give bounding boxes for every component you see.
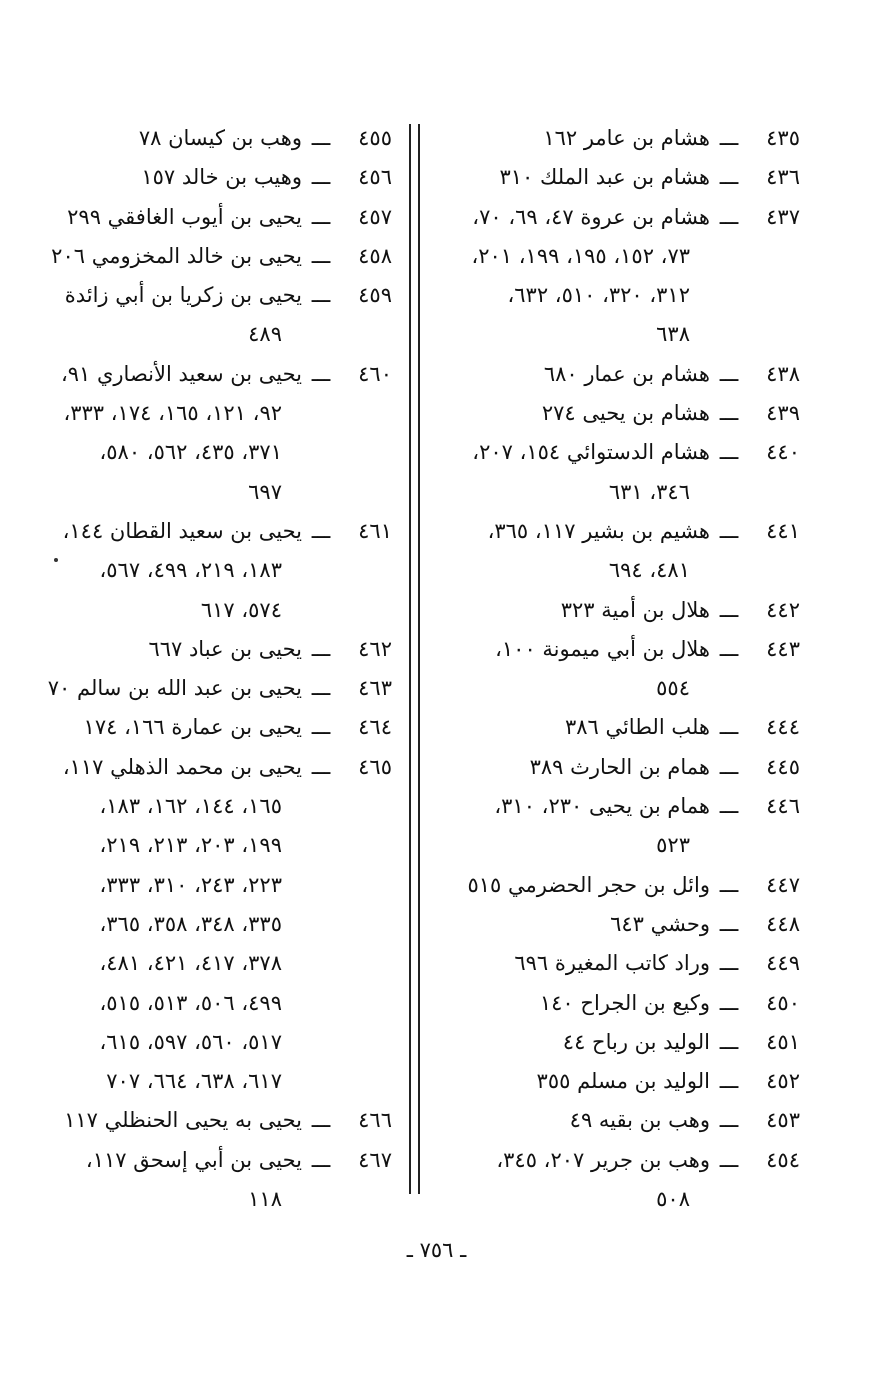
entry-continuation-line xyxy=(440,237,800,276)
entry-continuation-line xyxy=(440,276,800,315)
entry-text: ٥٥٤ xyxy=(656,676,690,701)
entry-number: ٤٦٥ xyxy=(358,754,392,779)
entry-text: هلب الطائي ٣٨٦ xyxy=(564,715,710,740)
index-entry xyxy=(440,355,800,394)
entry-line xyxy=(440,119,800,158)
entry-number: ٤٥٩ xyxy=(358,283,392,308)
entry-number: ٤٤١ xyxy=(766,518,800,543)
entry-text: هلال بن أمية ٣٢٣ xyxy=(560,597,710,622)
entry-line xyxy=(440,630,800,669)
print-speck xyxy=(54,558,58,562)
entry-text: ٥٧٤، ٦١٧ xyxy=(200,597,282,622)
entry-line xyxy=(30,1141,392,1180)
index-entry xyxy=(440,1141,800,1220)
entry-text: وائل بن حجر الحضرمي ٥١٥ xyxy=(467,872,710,897)
index-entry xyxy=(30,237,392,276)
entry-line xyxy=(440,1141,800,1180)
entry-dash: ـــ xyxy=(719,951,739,976)
entry-text: الوليد بن رباح ٤٤ xyxy=(562,1029,710,1054)
entry-dash: ـــ xyxy=(719,518,739,543)
index-entry xyxy=(440,394,800,433)
index-entry xyxy=(440,1023,800,1062)
index-entry xyxy=(30,1141,392,1220)
entry-dash: ـــ xyxy=(311,165,331,190)
entry-number: ٤٣٦ xyxy=(766,165,800,190)
entry-continuation-line xyxy=(30,1062,392,1101)
entry-text: ١٩٩، ٢٠٣، ٢١٣، ٢١٩، xyxy=(99,833,282,858)
entry-line xyxy=(30,198,392,237)
entry-line xyxy=(440,394,800,433)
entry-dash: ـــ xyxy=(719,401,739,426)
entry-text: وحشي ٦٤٣ xyxy=(610,911,710,936)
entry-line xyxy=(440,433,800,472)
entry-text: ٣٧١، ٤٣٥، ٥٦٢، ٥٨٠، xyxy=(99,440,282,465)
entry-text: ٣٣٥، ٣٤٨، ٣٥٨، ٣٦٥، xyxy=(99,911,282,936)
entry-text: يحيى بن زكريا بن أبي زائدة xyxy=(64,283,302,308)
entry-number: ٤٤٤ xyxy=(766,715,800,740)
index-entry xyxy=(440,787,800,866)
entry-number: ٤٦٢ xyxy=(358,636,392,661)
entry-continuation-line xyxy=(30,944,392,983)
entry-text: همام بن يحيى ٢٣٠، ٣١٠، xyxy=(494,794,710,819)
entry-number: ٤٥٠ xyxy=(766,990,800,1015)
index-entry xyxy=(440,984,800,1023)
entry-number: ٤٥٣ xyxy=(766,1108,800,1133)
index-entry xyxy=(440,905,800,944)
entry-continuation-line xyxy=(30,473,392,512)
entry-dash: ـــ xyxy=(719,1029,739,1054)
index-entry xyxy=(30,158,392,197)
entry-number: ٤٦٣ xyxy=(358,676,392,701)
entry-line xyxy=(30,708,392,747)
index-entry xyxy=(440,748,800,787)
entry-number: ٤٥٢ xyxy=(766,1069,800,1094)
entry-text: ٥٢٣ xyxy=(656,833,690,858)
entry-line xyxy=(30,748,392,787)
entry-continuation-line xyxy=(30,984,392,1023)
entry-text: الوليد بن مسلم ٣٥٥ xyxy=(536,1069,710,1094)
entry-dash: ـــ xyxy=(311,283,331,308)
index-entry xyxy=(30,119,392,158)
entry-line xyxy=(30,512,392,551)
entry-dash: ـــ xyxy=(311,636,331,661)
entry-line xyxy=(30,1101,392,1140)
entry-text: ٧٣، ١٥٢، ١٩٥، ١٩٩، ٢٠١، xyxy=(471,243,690,268)
entry-number: ٤٤٢ xyxy=(766,597,800,622)
entry-number: ٤٣٨ xyxy=(766,361,800,386)
entry-continuation-line xyxy=(30,315,392,354)
entry-text: يحيى بن عمارة ١٦٦، ١٧٤ xyxy=(83,715,302,740)
entry-continuation-line xyxy=(440,1180,800,1219)
index-entry xyxy=(440,512,800,591)
index-entry xyxy=(440,708,800,747)
entry-dash: ـــ xyxy=(719,597,739,622)
entry-dash: ـــ xyxy=(311,243,331,268)
entry-text: وهب بن كيسان ٧٨ xyxy=(138,126,302,150)
entry-line xyxy=(440,944,800,983)
entry-text: يحيى بن سعيد القطان ١٤٤، xyxy=(62,518,302,543)
entry-dash: ـــ xyxy=(719,1069,739,1094)
index-entry xyxy=(30,708,392,747)
entry-continuation-line xyxy=(30,905,392,944)
entry-text: ٢٢٣، ٢٤٣، ٣١٠، ٣٣٣، xyxy=(99,872,282,897)
index-entry xyxy=(440,1062,800,1101)
entry-text: ٦١٧، ٦٣٨، ٦٦٤، ٧٠٧ xyxy=(106,1069,282,1094)
entry-text: هشام بن عبد الملك ٣١٠ xyxy=(499,165,710,190)
entry-text: يحيى بن عباد ٦٦٧ xyxy=(148,636,302,661)
entry-text: ٤٩٩، ٥٠٦، ٥١٣، ٥١٥، xyxy=(99,990,282,1015)
index-entry xyxy=(440,1101,800,1140)
entry-text: هشيم بن بشير ١١٧، ٣٦٥، xyxy=(487,518,710,543)
entry-text: يحيى بن خالد المخزومي ٢٠٦ xyxy=(51,243,302,268)
entry-dash: ـــ xyxy=(719,165,739,190)
entry-dash: ـــ xyxy=(311,361,331,386)
entry-continuation-line xyxy=(30,591,392,630)
entry-text: ٦٩٧ xyxy=(248,479,282,504)
entry-number: ٤٤٣ xyxy=(766,636,800,661)
entry-line xyxy=(440,1062,800,1101)
entry-number: ٤٣٧ xyxy=(766,204,800,229)
entry-number: ٤٤٩ xyxy=(766,951,800,976)
entry-number: ٤٥٤ xyxy=(766,1147,800,1172)
entry-text: هشام بن يحيى ٢٧٤ xyxy=(541,401,710,426)
index-entry xyxy=(440,198,800,355)
entry-continuation-line xyxy=(30,866,392,905)
entry-text: هشام بن عمار ٦٨٠ xyxy=(543,361,710,386)
entry-number: ٤٤٧ xyxy=(766,872,800,897)
entry-text: يحيى بن محمد الذهلي ١١٧، xyxy=(62,754,302,779)
entry-line xyxy=(440,866,800,905)
entry-text: هشام الدستوائي ١٥٤، ٢٠٧، xyxy=(472,440,710,465)
entry-continuation-line xyxy=(440,669,800,708)
entry-dash: ـــ xyxy=(719,126,739,150)
index-entry xyxy=(440,944,800,983)
entry-text: ٣١٢، ٣٢٠، ٥١٠، ٦٣٢، xyxy=(507,283,690,308)
entry-dash: ـــ xyxy=(719,636,739,661)
entry-text: يحيى بن أيوب الغافقي ٢٩٩ xyxy=(67,204,302,229)
entry-text: هشام بن عروة ٤٧، ٦٩، ٧٠، xyxy=(472,204,710,229)
entry-dash: ـــ xyxy=(719,754,739,779)
entry-text: يحيى به يحيى الحنظلي ١١٧ xyxy=(64,1108,302,1133)
entry-line xyxy=(30,630,392,669)
entry-line xyxy=(440,905,800,944)
index-entry xyxy=(30,276,392,355)
entry-dash: ـــ xyxy=(719,1147,739,1172)
entry-continuation-line xyxy=(440,315,800,354)
entry-text: همام بن الحارث ٣٨٩ xyxy=(529,754,710,779)
entry-line xyxy=(440,512,800,551)
entry-line xyxy=(440,787,800,826)
entry-continuation-line xyxy=(440,473,800,512)
entry-line xyxy=(440,748,800,787)
entry-text: وهب بن بقيه ٤٩ xyxy=(569,1108,710,1133)
entry-text: هشام بن عامر ١٦٢ xyxy=(543,126,710,150)
entry-text: وهيب بن خالد ١٥٧ xyxy=(141,165,302,190)
index-entry xyxy=(440,591,800,630)
index-entry xyxy=(30,630,392,669)
column-divider xyxy=(409,124,420,1194)
entry-continuation-line xyxy=(30,433,392,472)
entry-dash: ـــ xyxy=(719,715,739,740)
entry-dash: ـــ xyxy=(719,204,739,229)
entry-text: وراد كاتب المغيرة ٦٩٦ xyxy=(514,951,710,976)
index-entry xyxy=(30,355,392,512)
entry-number: ٤٣٩ xyxy=(766,401,800,426)
entry-number: ٤٥٦ xyxy=(358,165,392,190)
entry-text: ١٦٥، ١٤٤، ١٦٢، ١٨٣، xyxy=(99,794,282,819)
entry-number: ٤٦١ xyxy=(358,518,392,543)
entry-text: ١٨٣، ٢١٩، ٤٩٩، ٥٦٧، xyxy=(99,558,282,583)
index-entry xyxy=(30,748,392,1102)
entry-continuation-line xyxy=(30,394,392,433)
entry-number: ٤٤٥ xyxy=(766,754,800,779)
entry-dash: ـــ xyxy=(311,1147,331,1172)
entry-continuation-line xyxy=(30,787,392,826)
entry-number: ٤٥٥ xyxy=(358,126,392,150)
index-entry xyxy=(30,669,392,708)
entry-line xyxy=(30,355,392,394)
entry-line xyxy=(30,669,392,708)
entry-dash: ـــ xyxy=(311,204,331,229)
entry-number: ٤٤٠ xyxy=(766,440,800,465)
entry-text: يحيى بن سعيد الأنصاري ٩١، xyxy=(60,361,302,386)
entry-text: ٩٢، ١٢١، ١٦٥، ١٧٤، ٣٣٣، xyxy=(63,401,282,426)
entry-text: وهب بن جرير ٢٠٧، ٣٤٥، xyxy=(496,1147,710,1172)
index-entry xyxy=(30,512,392,630)
entry-number: ٤٦٤ xyxy=(358,715,392,740)
entry-line xyxy=(440,708,800,747)
entry-line xyxy=(440,984,800,1023)
entry-number: ٤٦٦ xyxy=(358,1108,392,1133)
entry-text: ١١٨ xyxy=(248,1187,282,1212)
entry-dash: ـــ xyxy=(311,715,331,740)
entry-dash: ـــ xyxy=(719,911,739,936)
entry-text: ٥٠٨ xyxy=(656,1187,690,1212)
entry-line xyxy=(30,276,392,315)
page-number: ـ ٧٥٦ ـ xyxy=(406,1238,467,1262)
entry-number: ٤٤٨ xyxy=(766,911,800,936)
entry-number: ٤٦٧ xyxy=(358,1147,392,1172)
entry-continuation-line xyxy=(30,551,392,590)
entry-number: ٤٦٠ xyxy=(358,361,392,386)
entry-dash: ـــ xyxy=(311,126,331,150)
index-entry xyxy=(30,1101,392,1140)
entry-text: ٤٨٩ xyxy=(248,322,282,347)
index-column-left xyxy=(30,119,392,1219)
entry-dash: ـــ xyxy=(311,518,331,543)
entry-text: ٣٤٦، ٦٣١ xyxy=(608,479,690,504)
index-entry xyxy=(440,433,800,512)
entry-text: يحيى بن أبي إسحق ١١٧، xyxy=(85,1147,302,1172)
entry-text: ٣٧٨، ٤١٧، ٤٢١، ٤٨١، xyxy=(99,951,282,976)
entry-dash: ـــ xyxy=(719,361,739,386)
entry-continuation-line xyxy=(440,826,800,865)
index-entry xyxy=(440,630,800,709)
entry-text: ٤٨١، ٦٩٤ xyxy=(608,558,690,583)
entry-number: ٤٤٦ xyxy=(766,794,800,819)
index-entry xyxy=(440,866,800,905)
entry-line xyxy=(30,237,392,276)
entry-number: ٤٥٨ xyxy=(358,243,392,268)
entry-text: ٦٣٨ xyxy=(656,322,690,347)
entry-dash: ـــ xyxy=(719,794,739,819)
entry-line xyxy=(440,355,800,394)
entry-line xyxy=(440,198,800,237)
entry-text: يحيى بن عبد الله بن سالم ٧٠ xyxy=(47,676,302,701)
entry-dash: ـــ xyxy=(311,676,331,701)
entry-text: ٥١٧، ٥٦٠، ٥٩٧، ٦١٥، xyxy=(99,1029,282,1054)
entry-dash: ـــ xyxy=(719,440,739,465)
entry-line xyxy=(440,591,800,630)
entry-dash: ـــ xyxy=(719,872,739,897)
entry-line xyxy=(440,158,800,197)
entry-text: وكيع بن الجراح ١٤٠ xyxy=(539,990,710,1015)
entry-dash: ـــ xyxy=(719,990,739,1015)
entry-text: هلال بن أبي ميمونة ١٠٠، xyxy=(495,636,710,661)
entry-line xyxy=(440,1101,800,1140)
entry-line xyxy=(30,119,392,158)
entry-dash: ـــ xyxy=(311,754,331,779)
entry-continuation-line xyxy=(30,1023,392,1062)
entry-continuation-line xyxy=(30,1180,392,1219)
index-entry xyxy=(30,198,392,237)
entry-dash: ـــ xyxy=(719,1108,739,1133)
index-entry xyxy=(440,158,800,197)
entry-line xyxy=(30,158,392,197)
index-column-right xyxy=(440,119,800,1219)
entry-number: ٤٣٥ xyxy=(766,126,800,150)
entry-continuation-line xyxy=(440,551,800,590)
entry-dash: ـــ xyxy=(311,1108,331,1133)
entry-continuation-line xyxy=(30,826,392,865)
entry-number: ٤٥٧ xyxy=(358,204,392,229)
entry-line xyxy=(440,1023,800,1062)
index-entry xyxy=(440,119,800,158)
entry-number: ٤٥١ xyxy=(766,1029,800,1054)
